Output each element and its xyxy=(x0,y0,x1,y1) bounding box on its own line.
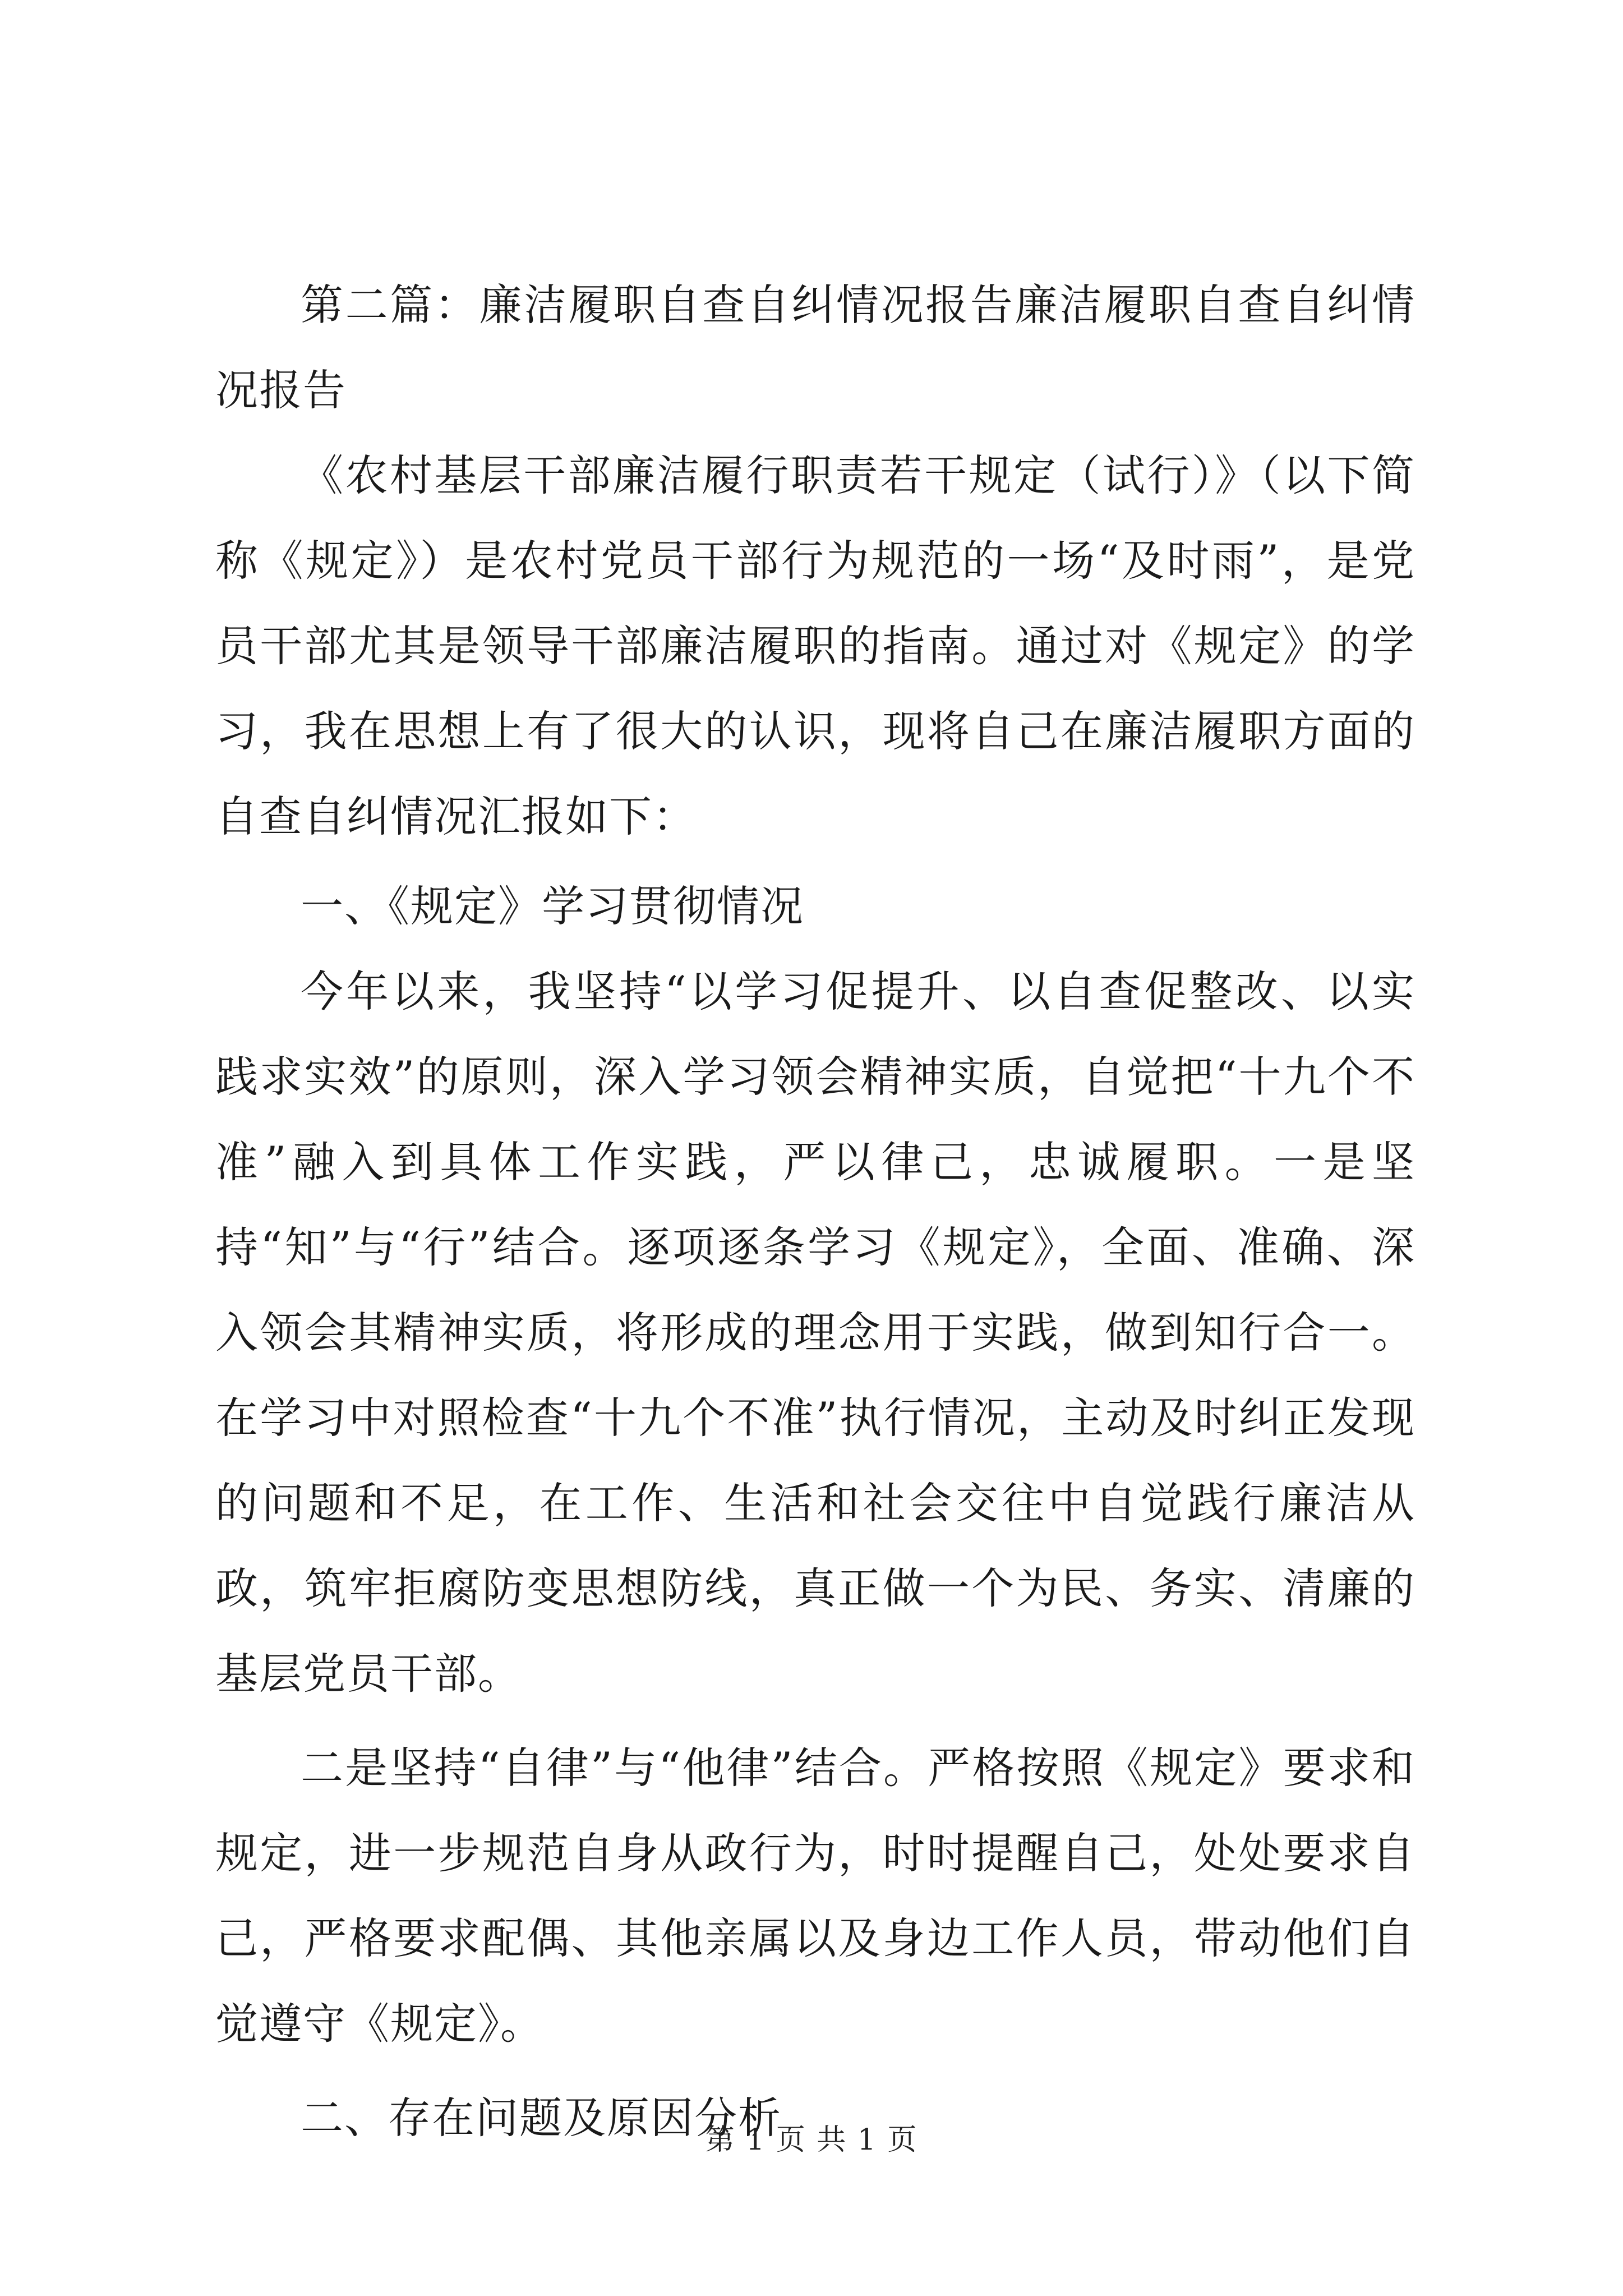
section-heading-2: 二、存在问题及原因分析 xyxy=(301,2093,782,2143)
paragraph-discipline: 二是坚持“自律”与“他律”结合。严格按照《规定》要求和规定，进一步规范自身从政行为，时时提醒自己，处处要求自己，严格要求配偶、其他亲属以及身边工作人员，带动他们自觉遵守《规定》。 xyxy=(215,1743,1415,2049)
paragraph-intro: 《农村基层干部廉洁履行职责若干规定（试行）》（以下简称《规定》）是农村党员干部行为规范的一场“及时雨”，是党员干部尤其是领导干部廉洁履职的指南。通过对《规定》的学习，我在思想上有了很大的认识，现将自己在廉洁履职方面的自查自纠情况汇报如下： xyxy=(215,450,1415,841)
page-footer: 第 1 页 共 1 页 xyxy=(705,2123,918,2157)
document-body xyxy=(215,263,1415,2161)
paragraph-study: 今年以来，我坚持“以学习促提升、以自查促整改、以实践求实效”的原则，深入学习领会精神实质，自觉把“十九个不准”融入到具体工作实践，严以律己，忠诚履职。一是坚持“知”与“行”结合。逐项逐条学习《规定》，全面、准确、深入领会其精神实质，将形成的理念用于实践，做到知行合一。在学习中对照检查“十九个不准”执行情况，主动及时纠正发现的问题和不足，在工作、生活和社会交往中自觉践行廉洁从政，筑牢拒腐防变思想防线，真正做一个为民、务实、清廉的基层党员干部。 xyxy=(215,967,1415,1699)
section-heading-1: 一、《规定》学习贯彻情况 xyxy=(301,881,804,931)
document-title: 第二篇：廉洁履职自查自纠情况报告廉洁履职自查自纠情况报告 xyxy=(215,280,1415,415)
